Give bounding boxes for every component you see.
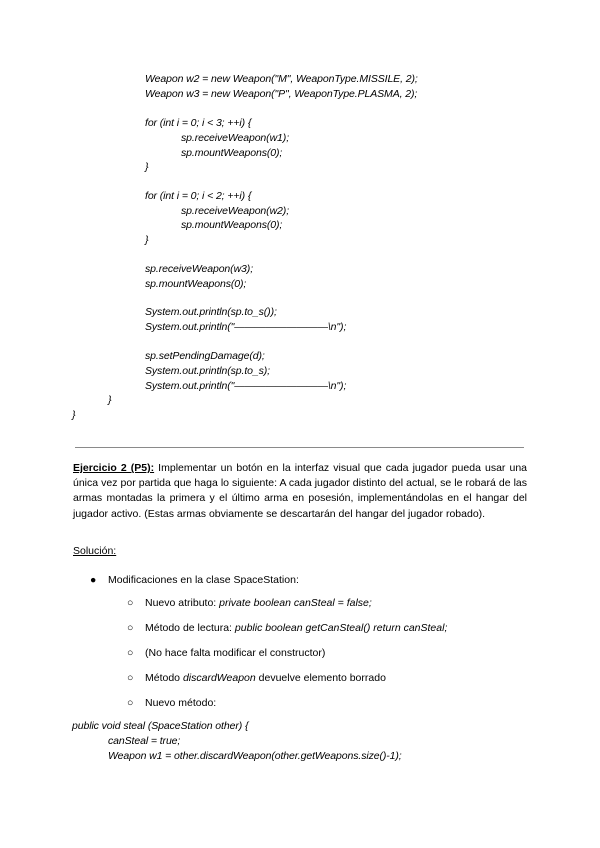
code-line: sp.receiveWeapon(w2); [181,205,290,217]
bullet-icon: ● [90,574,97,586]
code-line: System.out.println("—————————\n"); [145,380,347,392]
code-line: sp.mountWeapons(0); [181,219,283,231]
code-line: sp.receiveWeapon(w1); [181,132,290,144]
code-line: sp.mountWeapons(0); [181,147,283,159]
inline-code: public boolean getCanSteal() return canSteal; [234,622,448,634]
code-line: } [108,394,112,406]
code-line: for (int i = 0; i < 2; ++i) { [145,190,252,202]
code-line: } [145,234,149,246]
list-item: (No hace falta modificar el constructor) [145,647,326,659]
item-text: Método de lectura: [145,622,235,634]
horizontal-divider [75,447,524,448]
code-line: for (int i = 0; i < 3; ++i) { [145,117,252,129]
circle-bullet-icon: ○ [127,647,134,659]
code-line: } [72,409,76,421]
list-item [145,597,372,609]
list-item [145,672,386,684]
list-item [145,622,447,634]
circle-bullet-icon: ○ [127,622,134,634]
code-line: } [145,161,149,173]
solution-heading: Solución: [73,545,117,557]
exercise-paragraph [73,461,527,522]
item-text: Nuevo atributo: [145,597,220,609]
code-line: canSteal = true; [108,735,181,747]
code-line: System.out.println("—————————\n"); [145,321,347,333]
code-line: System.out.println(sp.to_s); [145,365,270,377]
list-item: Modificaciones en la clase SpaceStation: [108,574,299,586]
circle-bullet-icon: ○ [127,597,134,609]
item-text: devuelve elemento borrado [255,672,386,684]
exercise-text: Implementar un botón en la interfaz visual que cada jugador pueda usar una única vez por partida que haga lo siguiente: A cada jugador distinto del actual, se le robará de las armas montadas la primera y el último arma en posesión, implementándolas en el hangar del jugador activo. (Estas armas obviamente se descartarán del hangar del jugador robado). [73,462,528,520]
circle-bullet-icon: ○ [127,672,134,684]
inline-code: private boolean canSteal = false; [219,597,372,609]
code-line: public void steal (SpaceStation other) { [72,720,249,732]
code-line: Weapon w3 = new Weapon("P", WeaponType.PLASMA, 2); [145,88,418,100]
list-item: Nuevo método: [145,697,217,709]
code-line: sp.setPendingDamage(d); [145,350,265,362]
code-line: Weapon w1 = other.discardWeapon(other.getWeapons.size()-1); [108,750,402,762]
inline-code: discardWeapon [182,672,256,684]
item-text: Método [145,672,183,684]
exercise-label: Ejercicio 2 (P5): [73,462,155,474]
code-line: sp.receiveWeapon(w3); [145,263,254,275]
code-line: System.out.println(sp.to_s()); [145,306,277,318]
circle-bullet-icon: ○ [127,697,134,709]
code-line: Weapon w2 = new Weapon("M", WeaponType.MISSILE, 2); [145,73,418,85]
code-line: sp.mountWeapons(0); [145,278,247,290]
